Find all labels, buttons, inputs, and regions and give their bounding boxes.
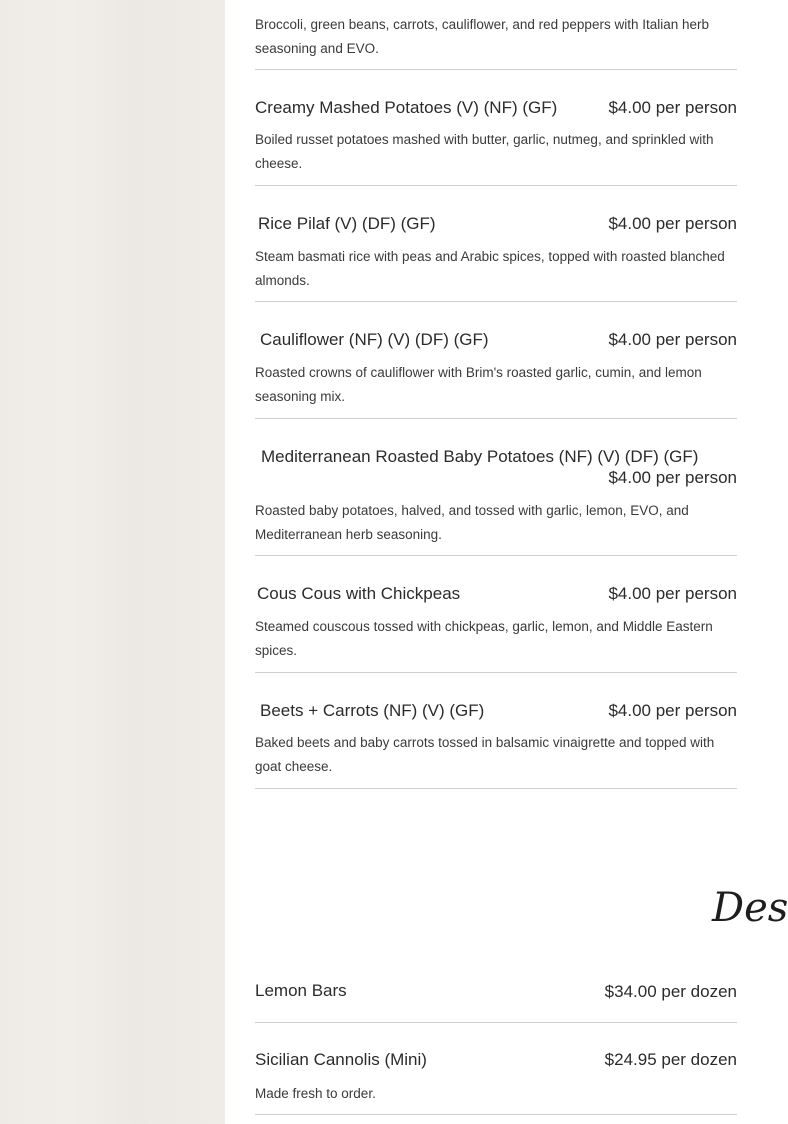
menu-item-price: $4.00 per person [608,468,737,487]
menu-item-price: $4.00 per person [608,584,737,603]
menu-item-price: $4.00 per person [608,701,737,720]
menu-item-name: Cous Cous with Chickpeas [257,584,461,603]
menu-item-description: Broccoli, green beans, carrots, cauliflower, and red peppers with Italian herb seasoning and EVO. [255,17,709,56]
menu-item-price: $4.00 per person [608,330,737,349]
menu-item-description: Boiled russet potatoes mashed with butter, garlic, nutmeg, and sprinkled with cheese. [255,132,714,171]
menu-content [255,0,737,1124]
desserts-section-heading: Des [712,885,788,931]
menu-item-name: Rice Pilaf (V) (DF) (GF) [258,214,436,233]
menu-item-description: Made fresh to order. [255,1086,376,1101]
menu-item [255,419,737,556]
menu-item-price: $4.00 per person [608,98,737,117]
menu-item-description: Baked beets and baby carrots tossed in balsamic vinaigrette and topped with goat cheese. [255,735,715,774]
menu-item-name: Sicilian Cannolis (Mini) [255,1050,427,1069]
menu-item [255,302,737,419]
menu-item [255,186,737,302]
menu-item-description: Steam basmati rice with peas and Arabic spices, topped with roasted blanched almonds. [255,249,725,288]
menu-item-name: Cauliflower (NF) (V) (DF) (GF) [260,330,489,349]
menu-item-price: $34.00 per dozen [604,982,737,1001]
menu-item [255,960,737,1023]
menu-item [255,1023,737,1115]
menu-item-name: Beets + Carrots (NF) (V) (GF) [260,701,485,720]
menu-item [255,70,737,186]
menu-item [255,0,737,70]
menu-item-price: $24.95 per dozen [604,1050,737,1069]
menu-item-name: Creamy Mashed Potatoes (V) (NF) (GF) [255,98,558,117]
menu-item-price: $4.00 per person [608,214,737,233]
menu-item-description: Roasted baby potatoes, halved, and tossed with garlic, lemon, EVO, and Mediterranean herb seasoning. [255,503,689,542]
menu-item-description: Steamed couscous tossed with chickpeas, garlic, lemon, and Middle Eastern spices. [255,619,713,658]
menu-item-name: Lemon Bars [255,981,347,1000]
menu-item-description: Roasted crowns of cauliflower with Brim's roasted garlic, cumin, and lemon seasoning mix. [255,365,702,404]
menu-item-name: Mediterranean Roasted Baby Potatoes (NF) (V) (DF) (GF) [261,447,699,466]
menu-item [255,556,737,673]
sidebar-background [0,0,225,1124]
menu-item [255,673,737,789]
